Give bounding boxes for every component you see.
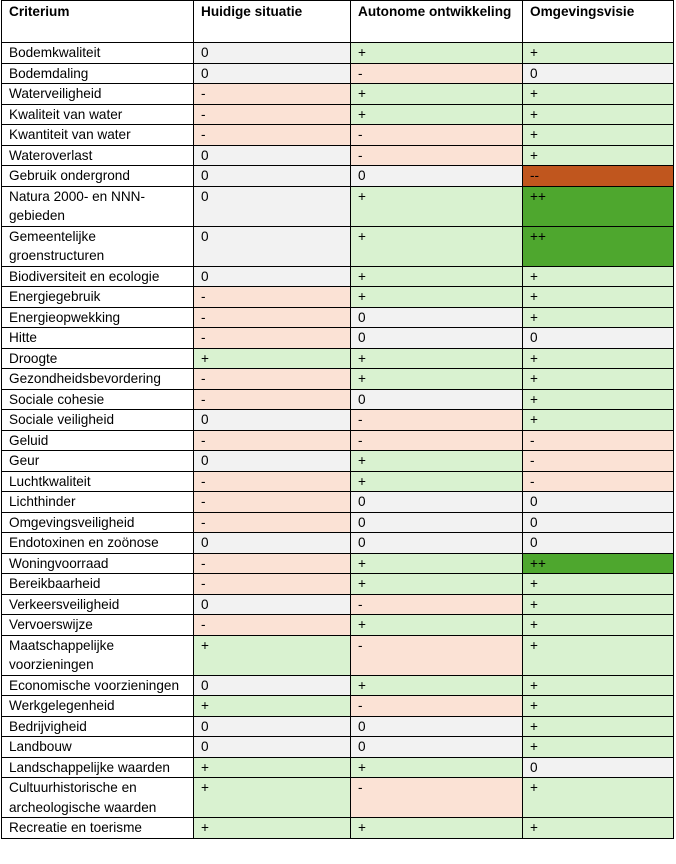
criterium-cell: Bodemkwaliteit bbox=[2, 43, 194, 64]
huidige-situatie-score-cell: 0 bbox=[194, 226, 351, 266]
huidige-situatie-score-cell: - bbox=[194, 471, 351, 492]
table-row bbox=[2, 287, 674, 308]
autonome-ontwikkeling-score-cell: 0 bbox=[351, 307, 523, 328]
autonome-ontwikkeling-score-cell: - bbox=[351, 778, 523, 818]
header-omgevingsvisie: Omgevingsvisie bbox=[523, 1, 674, 43]
header-autonome-ontwikkeling: Autonome ontwikkeling bbox=[351, 1, 523, 43]
criterium-cell: Economische voorzieningen bbox=[2, 675, 194, 696]
criterium-cell: Luchtkwaliteit bbox=[2, 471, 194, 492]
criterium-cell: Gebruik ondergrond bbox=[2, 166, 194, 187]
criterium-cell: Gemeentelijke groenstructuren bbox=[2, 226, 194, 266]
autonome-ontwikkeling-score-cell: + bbox=[351, 369, 523, 390]
criterium-cell: Kwantiteit van water bbox=[2, 125, 194, 146]
criterium-cell: Recreatie en toerisme bbox=[2, 818, 194, 839]
huidige-situatie-score-cell: 0 bbox=[194, 716, 351, 737]
huidige-situatie-score-cell: 0 bbox=[194, 675, 351, 696]
criterium-cell: Biodiversiteit en ecologie bbox=[2, 266, 194, 287]
huidige-situatie-score-cell: - bbox=[194, 307, 351, 328]
autonome-ontwikkeling-score-cell: + bbox=[351, 186, 523, 226]
omgevingsvisie-score-cell: + bbox=[523, 675, 674, 696]
omgevingsvisie-score-cell: + bbox=[523, 635, 674, 675]
table-row bbox=[2, 43, 674, 64]
autonome-ontwikkeling-score-cell: + bbox=[351, 287, 523, 308]
huidige-situatie-score-cell: - bbox=[194, 287, 351, 308]
omgevingsvisie-score-cell: + bbox=[523, 287, 674, 308]
autonome-ontwikkeling-score-cell: + bbox=[351, 471, 523, 492]
huidige-situatie-score-cell: - bbox=[194, 574, 351, 595]
criterium-cell: Cultuurhistorische en archeologische waarden bbox=[2, 778, 194, 818]
table-row bbox=[2, 594, 674, 615]
omgevingsvisie-score-cell: + bbox=[523, 43, 674, 64]
table-row bbox=[2, 574, 674, 595]
autonome-ontwikkeling-score-cell: - bbox=[351, 594, 523, 615]
omgevingsvisie-score-cell: - bbox=[523, 430, 674, 451]
omgevingsvisie-score-cell: + bbox=[523, 84, 674, 105]
table-row bbox=[2, 553, 674, 574]
huidige-situatie-score-cell: + bbox=[194, 778, 351, 818]
autonome-ontwikkeling-score-cell: + bbox=[351, 84, 523, 105]
criterium-cell: Bodemdaling bbox=[2, 63, 194, 84]
autonome-ontwikkeling-score-cell: + bbox=[351, 266, 523, 287]
autonome-ontwikkeling-score-cell: - bbox=[351, 410, 523, 431]
table-row bbox=[2, 757, 674, 778]
omgevingsvisie-score-cell: 0 bbox=[523, 328, 674, 349]
criterium-cell: Sociale cohesie bbox=[2, 389, 194, 410]
huidige-situatie-score-cell: - bbox=[194, 369, 351, 390]
omgevingsvisie-score-cell: + bbox=[523, 369, 674, 390]
autonome-ontwikkeling-score-cell: - bbox=[351, 696, 523, 717]
criterium-cell: Energiegebruik bbox=[2, 287, 194, 308]
criterium-cell: Landbouw bbox=[2, 737, 194, 758]
omgevingsvisie-score-cell: - bbox=[523, 451, 674, 472]
table-row bbox=[2, 389, 674, 410]
table-row bbox=[2, 512, 674, 533]
omgevingsvisie-score-cell: + bbox=[523, 737, 674, 758]
omgevingsvisie-score-cell: + bbox=[523, 696, 674, 717]
huidige-situatie-score-cell: 0 bbox=[194, 266, 351, 287]
omgevingsvisie-score-cell: + bbox=[523, 266, 674, 287]
autonome-ontwikkeling-score-cell: 0 bbox=[351, 492, 523, 513]
criterium-cell: Werkgelegenheid bbox=[2, 696, 194, 717]
huidige-situatie-score-cell: 0 bbox=[194, 43, 351, 64]
table-row bbox=[2, 533, 674, 554]
huidige-situatie-score-cell: - bbox=[194, 553, 351, 574]
huidige-situatie-score-cell: - bbox=[194, 512, 351, 533]
autonome-ontwikkeling-score-cell: + bbox=[351, 451, 523, 472]
header-row bbox=[2, 1, 674, 43]
table-row bbox=[2, 186, 674, 226]
criterium-cell: Lichthinder bbox=[2, 492, 194, 513]
table-body bbox=[2, 43, 674, 839]
criterium-cell: Droogte bbox=[2, 348, 194, 369]
omgevingsvisie-score-cell: - bbox=[523, 471, 674, 492]
omgevingsvisie-score-cell: + bbox=[523, 818, 674, 839]
huidige-situatie-score-cell: + bbox=[194, 348, 351, 369]
huidige-situatie-score-cell: - bbox=[194, 328, 351, 349]
omgevingsvisie-score-cell: + bbox=[523, 389, 674, 410]
omgevingsvisie-score-cell: 0 bbox=[523, 533, 674, 554]
omgevingsvisie-score-cell: + bbox=[523, 410, 674, 431]
omgevingsvisie-score-cell: + bbox=[523, 307, 674, 328]
table-row bbox=[2, 328, 674, 349]
huidige-situatie-score-cell: + bbox=[194, 757, 351, 778]
table-row bbox=[2, 778, 674, 818]
table-row bbox=[2, 307, 674, 328]
autonome-ontwikkeling-score-cell: + bbox=[351, 675, 523, 696]
autonome-ontwikkeling-score-cell: + bbox=[351, 43, 523, 64]
autonome-ontwikkeling-score-cell: + bbox=[351, 615, 523, 636]
table-row bbox=[2, 125, 674, 146]
huidige-situatie-score-cell: 0 bbox=[194, 186, 351, 226]
omgevingsvisie-score-cell: -- bbox=[523, 166, 674, 187]
autonome-ontwikkeling-score-cell: - bbox=[351, 635, 523, 675]
autonome-ontwikkeling-score-cell: 0 bbox=[351, 389, 523, 410]
autonome-ontwikkeling-score-cell: + bbox=[351, 226, 523, 266]
table-row bbox=[2, 675, 674, 696]
table-row bbox=[2, 84, 674, 105]
table-row bbox=[2, 63, 674, 84]
omgevingsvisie-score-cell: 0 bbox=[523, 63, 674, 84]
table-row bbox=[2, 266, 674, 287]
huidige-situatie-score-cell: + bbox=[194, 818, 351, 839]
omgevingsvisie-score-cell: + bbox=[523, 348, 674, 369]
table-row bbox=[2, 348, 674, 369]
huidige-situatie-score-cell: - bbox=[194, 615, 351, 636]
table-row bbox=[2, 635, 674, 675]
table-row bbox=[2, 818, 674, 839]
omgevingsvisie-score-cell: + bbox=[523, 125, 674, 146]
huidige-situatie-score-cell: 0 bbox=[194, 166, 351, 187]
autonome-ontwikkeling-score-cell: + bbox=[351, 818, 523, 839]
table-row bbox=[2, 615, 674, 636]
huidige-situatie-score-cell: 0 bbox=[194, 533, 351, 554]
autonome-ontwikkeling-score-cell: 0 bbox=[351, 533, 523, 554]
omgevingsvisie-score-cell: 0 bbox=[523, 492, 674, 513]
omgevingsvisie-score-cell: + bbox=[523, 778, 674, 818]
header-criterium: Criterium bbox=[2, 1, 194, 43]
criterium-cell: Waterveiligheid bbox=[2, 84, 194, 105]
autonome-ontwikkeling-score-cell: 0 bbox=[351, 166, 523, 187]
omgevingsvisie-score-cell: 0 bbox=[523, 757, 674, 778]
autonome-ontwikkeling-score-cell: + bbox=[351, 574, 523, 595]
table-row bbox=[2, 369, 674, 390]
omgevingsvisie-score-cell: ++ bbox=[523, 226, 674, 266]
autonome-ontwikkeling-score-cell: 0 bbox=[351, 328, 523, 349]
omgevingsvisie-score-cell: + bbox=[523, 145, 674, 166]
autonome-ontwikkeling-score-cell: + bbox=[351, 104, 523, 125]
criterium-cell: Verkeersveiligheid bbox=[2, 594, 194, 615]
criterium-cell: Omgevingsveiligheid bbox=[2, 512, 194, 533]
autonome-ontwikkeling-score-cell: + bbox=[351, 553, 523, 574]
huidige-situatie-score-cell: + bbox=[194, 696, 351, 717]
huidige-situatie-score-cell: - bbox=[194, 430, 351, 451]
autonome-ontwikkeling-score-cell: + bbox=[351, 757, 523, 778]
criterium-cell: Bereikbaarheid bbox=[2, 574, 194, 595]
criterium-cell: Endotoxinen en zoönose bbox=[2, 533, 194, 554]
huidige-situatie-score-cell: 0 bbox=[194, 737, 351, 758]
table-row bbox=[2, 410, 674, 431]
omgevingsvisie-score-cell: ++ bbox=[523, 186, 674, 226]
criterium-cell: Vervoerswijze bbox=[2, 615, 194, 636]
table-row bbox=[2, 737, 674, 758]
criterium-cell: Sociale veiligheid bbox=[2, 410, 194, 431]
omgevingsvisie-score-cell: 0 bbox=[523, 512, 674, 533]
huidige-situatie-score-cell: - bbox=[194, 125, 351, 146]
huidige-situatie-score-cell: - bbox=[194, 389, 351, 410]
omgevingsvisie-score-cell: + bbox=[523, 104, 674, 125]
table-row bbox=[2, 104, 674, 125]
criterium-cell: Hitte bbox=[2, 328, 194, 349]
table-row bbox=[2, 492, 674, 513]
table-row bbox=[2, 471, 674, 492]
autonome-ontwikkeling-score-cell: - bbox=[351, 145, 523, 166]
autonome-ontwikkeling-score-cell: - bbox=[351, 430, 523, 451]
omgevingsvisie-score-cell: + bbox=[523, 615, 674, 636]
huidige-situatie-score-cell: + bbox=[194, 635, 351, 675]
huidige-situatie-score-cell: - bbox=[194, 104, 351, 125]
autonome-ontwikkeling-score-cell: - bbox=[351, 125, 523, 146]
autonome-ontwikkeling-score-cell: 0 bbox=[351, 512, 523, 533]
huidige-situatie-score-cell: 0 bbox=[194, 594, 351, 615]
criterium-cell: Natura 2000- en NNN-gebieden bbox=[2, 186, 194, 226]
criterium-cell: Wateroverlast bbox=[2, 145, 194, 166]
criterium-cell: Kwaliteit van water bbox=[2, 104, 194, 125]
huidige-situatie-score-cell: 0 bbox=[194, 63, 351, 84]
autonome-ontwikkeling-score-cell: + bbox=[351, 348, 523, 369]
huidige-situatie-score-cell: 0 bbox=[194, 451, 351, 472]
table-row bbox=[2, 716, 674, 737]
table-row bbox=[2, 226, 674, 266]
criterium-cell: Maatschappelijke voorzieningen bbox=[2, 635, 194, 675]
criterium-cell: Bedrijvigheid bbox=[2, 716, 194, 737]
criterium-cell: Gezondheidsbevordering bbox=[2, 369, 194, 390]
header-huidige-situatie: Huidige situatie bbox=[194, 1, 351, 43]
omgevingsvisie-score-cell: + bbox=[523, 716, 674, 737]
huidige-situatie-score-cell: - bbox=[194, 84, 351, 105]
criterium-cell: Woningvoorraad bbox=[2, 553, 194, 574]
autonome-ontwikkeling-score-cell: 0 bbox=[351, 716, 523, 737]
omgevingsvisie-score-cell: + bbox=[523, 594, 674, 615]
huidige-situatie-score-cell: 0 bbox=[194, 410, 351, 431]
table-row bbox=[2, 145, 674, 166]
criterium-cell: Geur bbox=[2, 451, 194, 472]
assessment-table bbox=[1, 0, 674, 839]
table-row bbox=[2, 451, 674, 472]
criterium-cell: Geluid bbox=[2, 430, 194, 451]
huidige-situatie-score-cell: - bbox=[194, 492, 351, 513]
criterium-cell: Landschappelijke waarden bbox=[2, 757, 194, 778]
criterium-cell: Energieopwekking bbox=[2, 307, 194, 328]
table-row bbox=[2, 696, 674, 717]
autonome-ontwikkeling-score-cell: - bbox=[351, 63, 523, 84]
omgevingsvisie-score-cell: + bbox=[523, 574, 674, 595]
table-row bbox=[2, 430, 674, 451]
huidige-situatie-score-cell: 0 bbox=[194, 145, 351, 166]
autonome-ontwikkeling-score-cell: 0 bbox=[351, 737, 523, 758]
omgevingsvisie-score-cell: ++ bbox=[523, 553, 674, 574]
table-row bbox=[2, 166, 674, 187]
